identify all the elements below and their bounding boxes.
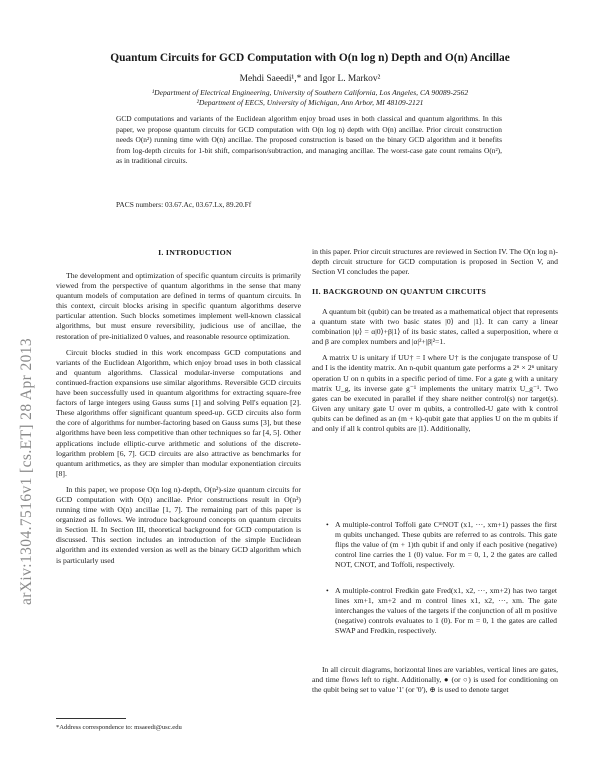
footnote: *Address correspondence to: msaeedi@usc.edu <box>56 724 182 731</box>
footnote-rule <box>56 718 126 719</box>
intro-paragraph-1: The development and optimization of specific quantum circuits is primarily viewed from the perspective of quantum algorithms in the sense that many quantum models of computation are defined in terms of quantum circuits. In this context, circuit blocks arising in specific quantum algorithms deserve particular attention. Such blocks sometimes implement well-known classical algorithms, but must ensure reversibility, judicious use of ancillae, the restoration of pre-initialized 0 values, and reasonable resource optimization. <box>56 271 301 341</box>
abstract: GCD computations and variants of the Euclidean algorithm enjoy broad uses in both classical and quantum algorithms. In this paper, we propose quantum circuits for GCD computation with O(n log n) depth with O(n) ancillae. Prior circuit construction needs O(n²) running time with O(n) ancillae. The proposed construction is based on the binary GCD algorithm and it benefits from log-depth circuits for 1-bit shift, comparison/subtraction, and managing ancillae. The worst-case gate count remains O(n²), as in traditional circuits. <box>116 114 502 165</box>
bullet-dot-icon: • <box>326 586 329 595</box>
intro-continuation: in this paper. Prior circuit structures are reviewed in Section IV. The O(n log n)-depth circuit structure for GCD computation is proposed in Section V, and Section VI concludes the paper. <box>312 247 558 277</box>
section-2-heading: II. BACKGROUND ON QUANTUM CIRCUITS <box>312 287 487 296</box>
paper-title: Quantum Circuits for GCD Computation with O(n log n) Depth and O(n) Ancillae <box>110 52 510 64</box>
intro-paragraph-2: Circuit blocks studied in this work encompass GCD computations and variants of the Euclidean Algorithm, which enjoy broad uses in both classical and quantum algorithms. Classical modular-inverse computations and continued-fraction expansions use similar algorithms. Reversible GCD circuits have been successfully used in quantum algorithms for extracting square-free factors of large integers using Gauss sums [1] and solving Pell's equation [2]. These algorithms offer significant quantum speed-up. GCD circuits also form the core of algorithms for number-factoring based on Gauss sums [3], but these algorithms have been less competitive than other techniques so far [4, 5]. Other applications include elliptic-curve arithmetic and solutions of the discrete-logarithm problem [6, 7]. GCD circuits are also attractive as benchmarks for quantum arithmetics, as they are simpler than modular exponentiation circuits [8]. <box>56 347 301 478</box>
intro-paragraph-3: In this paper, we propose O(n log n)-depth, O(n²)-size quantum circuits for GCD computation with O(n) ancillae. Prior constructions result in O(n²) running time with O(n) ancillae [1, 7]. The remaining part of this paper is organized as follows. We introduce background concepts on quantum circuits in Section II. In Section III, theoretical background for GCD computation is discussed. This section includes an introduction of the simple Euclidean algorithm and its extended version as well as the binary GCD algorithm which is particularly used <box>56 484 301 565</box>
bullet-dot-icon: • <box>326 520 329 529</box>
affiliation-umich: ²Department of EECS, University of Michigan, Ann Arbor, MI 48109-2121 <box>196 98 424 107</box>
bullet-fredkin <box>326 586 557 636</box>
section-1-heading: I. INTRODUCTION <box>158 248 232 257</box>
bullet-fredkin-text: A multiple-control Fredkin gate Fred(x1, x2, ···, xm+2) has two target lines xm+1, xm+2 and m control lines x1, x2, ···, xm. The gate interchanges the values of the targets if the conjunction of all m positive (negative) controls evaluates to 1 (0). For m = 0, 1 the gates are called SWAP and Fredkin, respectively. <box>335 586 557 636</box>
background-paragraph-1: A quantum bit (qubit) can be treated as a mathematical object that represents a quantum state with two basic states |0⟩ and |1⟩. It can carry a linear combination |ψ⟩ = α|0⟩+β|1⟩ of its basic states, called a superposition, where α and β are complex numbers and |α|²+|β|²=1. <box>312 307 558 347</box>
left-column <box>56 271 301 572</box>
arxiv-watermark <box>6 215 35 605</box>
bullet-toffoli-text: A multiple-control Toffoli gate CᵐNOT (x1, ···, xm+1) passes the first m qubits unchanged. These qubits are referred to as controls. This gate flips the value of (m + 1)th qubit if and only if each positive (negative) control line carries the 1 (0) value. For m = 0, 1, 2 the gates are called NOT, CNOT, and Toffoli, respectively. <box>335 520 557 570</box>
arxiv-identifier: arXiv:1304.7516v1 [cs.ET] 28 Apr 2013 <box>18 337 35 605</box>
affiliation-usc: ¹Department of Electrical Engineering, University of Southern California, Los Angeles, CA 90089-2562 <box>151 88 469 97</box>
bullet-toffoli <box>326 520 557 570</box>
circuit-notation-paragraph: In all circuit diagrams, horizontal lines are variables, vertical lines are gates, and time flows left to right. Additionally, ● (or ○) is used for conditioning on the qubit being set to value '1' (or '0'), ⊕ is used to denote target <box>312 665 558 695</box>
background-column <box>312 307 558 440</box>
background-paragraph-2: A matrix U is unitary if UU† = I where U† is the conjugate transpose of U and I is the identity matrix. An n-qubit quantum gate performs a 2ⁿ × 2ⁿ unitary operation U on n qubits in a specific period of time. For a gate g with a unitary matrix U_g, its inverse gate g⁻¹ implements the unitary matrix U_g⁻¹. Two gates can be executed in parallel if they share neither control(s) nor target(s). Given any unitary gate U over m qubits, a controlled-U gate with k control qubits can be defined as an (m + k)-qubit gate that applies U on the m qubits if and only if all k control qubits are |1⟩. Additionally, <box>312 353 558 434</box>
author-list: Mehdi Saeedi¹,* and Igor L. Markov² <box>239 74 381 84</box>
pacs-numbers: PACS numbers: 03.67.Ac, 03.67.Lx, 89.20.Ff <box>116 200 252 209</box>
